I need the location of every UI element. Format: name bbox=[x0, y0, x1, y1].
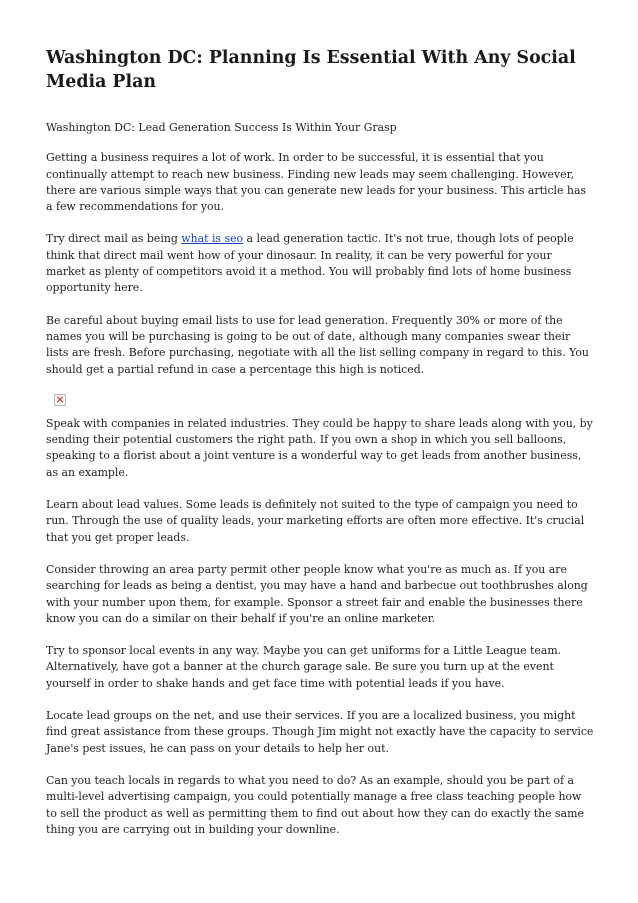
article-subtitle: Washington DC: Lead Generation Success Is Within Your Grasp bbox=[46, 121, 397, 134]
paragraph-6: Consider throwing an area party permit other people know what you're as much as. If you are searching for leads as being a dentist, you may have a hand and barbecue out toothbrushes along with your number upon them, for example. Sponsor a street fair and enable the businesses there know you can do a similar on their behalf if you're an online marketer. bbox=[46, 562, 588, 625]
what-is-seo-link[interactable]: what is seo bbox=[181, 232, 244, 246]
paragraph-7: Try to sponsor local events in any way. Maybe you can get uniforms for a Little League team. Alternatively, have got a banner at the church garage sale. Be sure you turn up at the event yourself in order to shake hands and get face time with potential leads if you have. bbox=[46, 644, 562, 690]
paragraph-2-text-start: Try direct mail as being bbox=[46, 232, 182, 246]
paragraph-2 bbox=[46, 231, 594, 296]
broken-image-icon bbox=[54, 394, 66, 406]
paragraph-2-text-end: a lead generation tactic. It's not true, though lots of people think that direct mail went how of your dinosaur. In reality, it can be very powerful for your market as plenty of competitors avoid it a method. You will probably find lots of home business opportunity here. bbox=[46, 232, 574, 295]
paragraph-3: Be careful about buying email lists to use for lead generation. Frequently 30% or more of the names you will be purchasing is going to be out of date, although many companies swear their lists are fresh. Before purchasing, negotiate with all the list selling company in regard to this. You should get a partial refund in case a percentage this high is noticed. bbox=[46, 313, 589, 376]
article-title: Washington DC: Planning Is Essential With Any Social Media Plan bbox=[46, 48, 576, 92]
paragraph-1: Getting a business requires a lot of work. In order to be successful, it is essential that you continually attempt to reach new business. Finding new leads may seem challenging. However, there are various simple ways that you can generate new leads for your business. This article has a few recommendations for you. bbox=[46, 151, 587, 214]
paragraph-9: Can you teach locals in regards to what you need to do? As an example, should you be part of a multi-level advertising campaign, you could potentially manage a free class teaching people how to sell the product as well as permitting them to find out about how they can do exactly the same thing you are carrying out in building your downline. bbox=[46, 773, 584, 836]
paragraph-5: Learn about lead values. Some leads is definitely not suited to the type of campaign you need to run. Through the use of quality leads, your marketing efforts are often more effective. It's crucial that you get proper leads. bbox=[46, 498, 585, 544]
paragraph-8: Locate lead groups on the net, and use their services. If you are a localized business, you might find great assistance from these groups. Though Jim might not exactly have the capacity to service Jane's pest issues, he can pass on your details to help her out. bbox=[46, 709, 594, 755]
paragraph-4: Speak with companies in related industries. They could be happy to share leads along with you, by sending their potential customers the right path. If you own a shop in which you sell balloons, speaking to a florist about a joint venture is a wonderful way to get leads from another business, as an example. bbox=[46, 416, 593, 479]
document-page bbox=[46, 46, 594, 854]
